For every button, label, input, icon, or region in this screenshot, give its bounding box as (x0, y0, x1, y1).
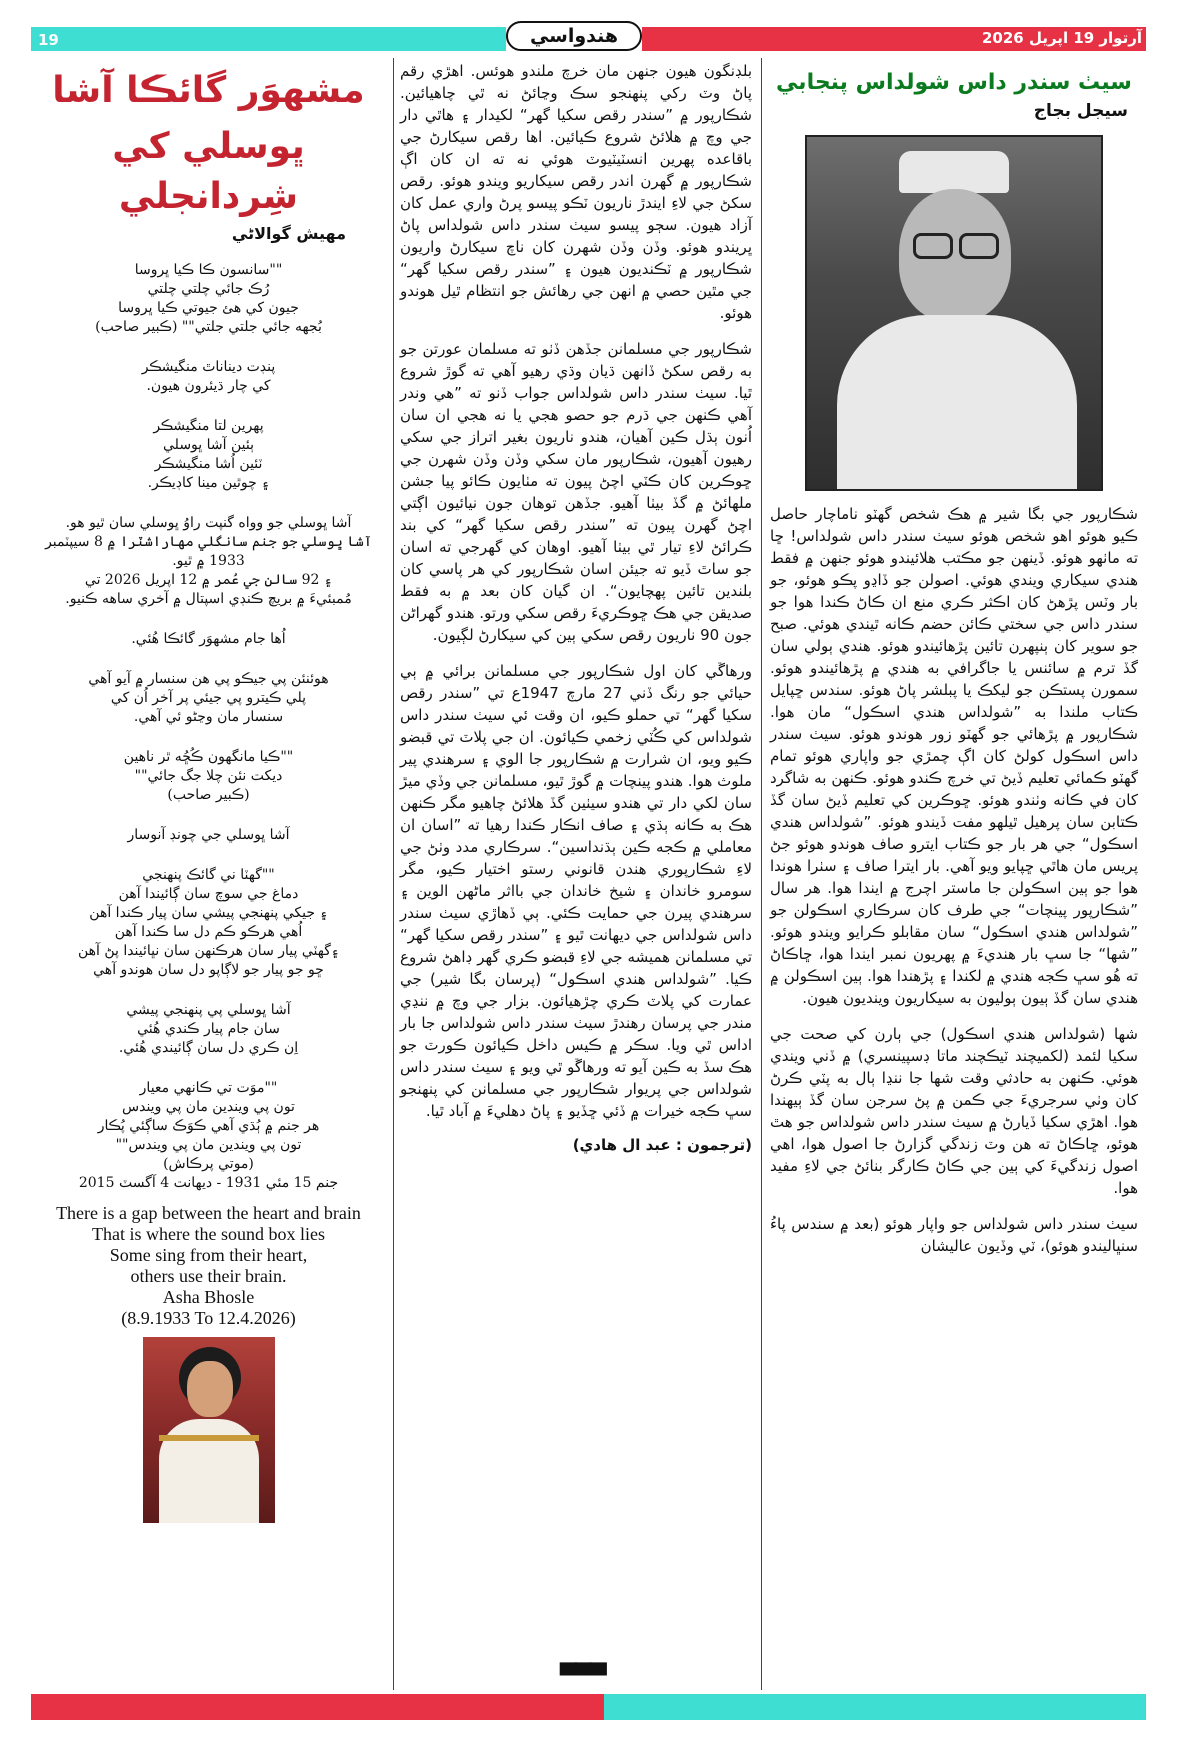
verse-line: کي چار ڌيئرون هيون. (146, 378, 271, 394)
face-shape (187, 1361, 233, 1417)
column-divider-right (761, 58, 762, 1690)
footer-ornament: ▀▀▀ (560, 1664, 605, 1689)
verse-line: تون پي ويندين مان پي ويندس"" (115, 1137, 302, 1153)
paragraph: شڪارپور جي بگا شير ۾ هڪ شخص گهٽو ناماچار حاصل ڪيو هوئو اهو شخص هوئو سيٺ سندر داس شولداس! ڇا ته ماٺهو هوئو. ڏينهن جو مڪتب هلائيندو هوئو جنهن ۾ فقط هندي سيکاري ويندي هوئي. اصولن جو ڏاڍو پڪو هوئو، جو بار وٽس پڙهڻ کان اڪثر ڪري منع ان ڪاڻ ڪندا هوا جو سندر داس جي سختي ڪائن حضم ڪانه ٿيندي هوئي. صبح جو سوير کان ٻنپهرن تائين پڙهائيندو هوئو. هندي ٻولي سان گڏ ترم ۾ سائنس يا جاگرافي به هندي ۾ پڙهائيندو هوئو. سمورن پستڪن جو ليکڪ يا پبلشر پاڻ هوئو. سندس ڇپايل ڪتاب ملندا به ”شولداس هندي اسڪول“ مان هوا. شڪارپور ۾ پڙهائي جو گهٽو زور هوندو هوئو. سيٺ سندر داس اسڪول کولڻ کان اڳ چمڙي جو واپاري هوئو تمام گهٽو ڪمائي تعليم ڏيڻ تي خرچ ڪندو هوئو. ڪنهن به شاگرد کان في ڪانه وٺندو هوئو. ڇوڪرين کي تعليم ڏيڻ سان گڏ ڪتابن سان پرهيل ٿيلهو مفت ڏيندو هوئو. ”شولداس هندي اسڪول“ جي هر بار جو ڪتاب ايترو صاف هوندو هوئو جڻ پريس مان هاٿي ڇپايو ويو آهي. بار ايترا صاف ۽ سٺرا هوندا هوا جو ٻين اسڪولن جا ماستر اچرج ۾ ايندا هوا. هر سال ”شڪارپور پينچات“ جي طرف کان سرڪاري اسڪولن جو ”شولداس هندي اسڪول“ سان مقابلو ڪرايو ويندو هوئو. ”شها“ جا سڀ بار هنديءَ ۾ پهريون نمبر ايندا هوا، ڇاڪاڻ ته هُو سڀ ڪجه هندي ۾ لکندا ۽ پڙهندا هوا. ٻين اسڪولن ۾ هندي سان گڏ ٻيون ٻوليون به سيکاريون وينديون هيون. (770, 505, 1138, 1007)
verse-line: سنسار مان وڃڻو ئي آهي. (133, 709, 284, 725)
translator-credit: (ترجمون : عبد ال هادي) (572, 1136, 752, 1154)
article-continuation (400, 60, 752, 1154)
verse-line: اُهي هرڪو ڪم دل سا ڪندا آهن (114, 924, 303, 940)
verse-block (31, 826, 386, 845)
verse-block (31, 670, 386, 727)
paragraph: سيٺ سندر داس شولداس جو واپار هوئو (بعد ۾ سندس پاءُ سنڀاليندو هوئو)، ٽي وڏيون عاليشان (770, 1215, 1138, 1255)
verse-line: ۽ 92 سالن جي عُمر ۾ 12 اپريل 2026 تي (84, 572, 333, 588)
paragraph: بلڊنگون هيون جنهن مان خرچ ملندو هوئس. اهڙي رقم پاڻ وٽ رکي پنهنجو سڪ وڃائڻ نه ٿي چاهيائين. شڪارپور ۾ ”سندر رقص سکيا گهر“ لکيدار ۽ هاٿي دار جي وچ ۾ هلائڻ شروع ڪيائين. اها رقص سيکارڻ جي باقاعده پهرين انسٽيٽيوٽ هوئي نه ته ان کان اڳ شڪارپور ۾ گهرن اندر رقص سيکاريو ويندو هوئو. رقص سکڻ جي لاءِ ايندڙ ناريون ٽڪو پيسو پرڻ واري عمل کان آزاد هيون. سڄو پيسو سيٺ سندر داس شولداس پاڻ ڀريندو هوئو. وڏن وڏن شهرن کان ناچ سيکارڻ واريون شڪارپور ۾ ٽڪنديون هيون ۽ ”سندر رقص سکيا گهر“ جي مٿين حصي ۾ انهن جي رهائش جو انتظام ٿيل هوندو هوئو. (400, 62, 752, 322)
verse-line: رُڪ جائي چلتي چلتي (147, 281, 270, 297)
english-line: Asha Bhosle (162, 1287, 255, 1307)
verse-block (31, 261, 386, 337)
verse-block (31, 866, 386, 980)
english-quote (31, 1203, 386, 1329)
verse-line: آشا ڀوسلي جي چونڊ آنوسار (127, 827, 290, 843)
english-line: That is where the sound box lies (92, 1224, 325, 1244)
paragraph: ورهاڱي کان اول شڪارپور جي مسلمانن برائي ۾ ٻي حيائي جو رنگ ڏني 27 مارچ 1947ع تي ”سندر رقص سکيا گهر“ تي حملو ڪيو، ان وقت ئي سيٺ سندر داس شولداس کي ڪُٽي زخمي ڪيائون. ان جي پلاٽ تي قبضو ڪيو ويو، ان شرارت ۾ شڪارپور جا الوي ۽ سرهندي پير ملوث هوا. هندو پينچات ۾ گوڙ ٿيو، مسلمانن جي وڏي ميڙ سان لکي دار تي هندو سيٺين گڏ هلائڻ چاهيو مگر ڪنهن هڪ به ڪانه ٻڌي ۽ صاف انڪار ڪندا رهيا ته ”اسان ان معاملي ۾ ڪجه ڪين ٻڌنداسين“. سرڪاري مدد وٺڻ جي لاءِ شڪارپوري هندن قانوني رستو اختيار ڪيو، مگر سومرو خاندان ۽ شيخ خاندان جي بااثر ماڻهن الوين ۽ سرهندي پيرن جي حمايت ڪئي. ٻي ڏهاڙي سيٺ سندر داس شولداس جي ديهانت ٿيو ۽ ”سندر رقص سکيا گهر“ تي مسلمانن هميشه جي لاءِ قبضو ڪري گهر ڊاهڻ شروع ڪيا. ”شولداس هندي اسڪول“ (پرسان بگا شير) جي عمارت کي پلاٽ ڪري چڙهيائون. بزار جي وچ ۾ ننڍي مندر جي پرسان رهندڙ سيٺ سندر داس شولداس جا بار اداس ٿي ويا. سڪر ۾ ڪيس داخل ڪيائون ڪورٽ جو هڪ سڏ به ڪين آيو ته ورهاڱو ٿي ويو ۽ سيٺ سندر داس شولداس جي پريوار شڪارپور جي مسلمانن کي پنهنجو سڀ ڪجه خيرات ۾ ڏئي ڇڏيو ۽ پاڻ دهليءَ ۾ آباد ٿيا. (399, 662, 752, 1120)
verse-line: 1933 ۾ ٿيو. (172, 553, 245, 569)
saree-border-shape (159, 1435, 259, 1441)
portrait-photo (805, 135, 1103, 491)
tribute-title-line1: مشهوَر گائڪا آشا (52, 70, 365, 111)
article-asha-bhosle (31, 60, 386, 1523)
english-line: others use their brain. (130, 1266, 287, 1286)
verse-line: ٻئين آشا ڀوسلي (163, 437, 254, 453)
verse-line: ٽئين اُشا منگيشڪر (154, 456, 263, 472)
verse-line: دماغ جي سوچ سان ڳائيندا آهن (118, 886, 299, 902)
verse-line: ۽گهٽي پيار سان هرڪنهن سان نڀائيندا پڻ آهن (77, 943, 340, 959)
verse-line: اُها جام مشهوَر گائڪا هُئي. (131, 631, 286, 647)
publication-date: آرتوار 19 اپريل 2026 (981, 29, 1142, 47)
article-byline: سيجل بجاج (1033, 101, 1128, 121)
tribute-byline: مهيش گوالاڻي (231, 224, 346, 243)
verse-line: آشا ڀوسلي جو وواه گنپت راوُ ڀوسلي سان ٿيو هو. (65, 515, 352, 531)
paragraph: شڪارپور جي مسلمانن جڏهن ڏٺو ته مسلمان عورتن جو به رقص سکڻ ڏانهن ڌيان وڌي رهيو آهي ته گوڙ شروع ٿيا. سيٺ سندر داس شولداس جواب ڏنو ته ”هي وندر آهي ڪنهن جي ڌرم جو حصو هجي يا نه هجي ان سان اُنون ٻڌل ڪين آهيان، هندو ناريون بغير اتراز جي سکي رهيون آهيون، شڪارپور مان سکي وڏن وڏن شهرن جي ڇوڪرين کان ڪٽي اچڻ پيون ته مٺايون ڪائو پيا جشن ملهائڻ ۾ گڏ بيٺا آهيو. جڏهن توهان جون نيائيون اڳتي اچڻ گهرن پيون ته ”سندر رقص سکيا گهر“ کي بند ڪرائڻ لاءِ تيار ٿي بيٺا آهيو. اوهان کي گهرجي ته اسان جو ساٿ ڏيو ته جيئن اسان شڪارپور کي هر پاسي کان بلندين تائين پهچايون“. ان گيان کان بعد ۾ به فقط صديقن جي هڪ ڇوڪريءَ رقص سکي ورتو. هندو گهراڻن جون 90 ناريون رقص سکي ٻين کي سيکارڻ لڳيون. (400, 340, 752, 644)
verse-line: جنم 15 مئي 1931 - ديهانت 4 آگسٽ 2015 (78, 1175, 339, 1191)
verse-line: جيون کي هئ جيوتي ڪيا ڀروسا (118, 300, 299, 316)
column-divider-left (393, 58, 394, 1690)
page-number: 19 (38, 31, 59, 49)
asha-bhosle-photo (143, 1337, 275, 1523)
verse-line: بُجهه جائي جلتي جلتي"" (ڪبير صاحب) (95, 319, 322, 335)
glasses-right-shape (959, 233, 999, 259)
article-title: سيٺ سندر داس شولداس پنجابي (776, 70, 1132, 95)
verse-line: هر جنم ۾ ٻُڌي آهي ڪوَڪ ساڳئي پُڪار (97, 1118, 320, 1134)
verse-line: (ڪبير صاحب) (167, 787, 250, 803)
english-line: There is a gap between the heart and brain (56, 1203, 361, 1223)
verse-line: آشا ڀوسلي جو جنم سانگلي مهاراشٽرا ۾ 8 سيپٽمبر (45, 534, 372, 550)
verse-line: ""گهٽا ني گائڪ پنهنجي (142, 867, 275, 883)
verse-line: سان جام پيار ڪندي هُئي (137, 1021, 280, 1037)
verse-line: ۽ جيکي پنهنجي پيشي سان پيار ڪندا آهن (89, 905, 328, 921)
masthead-logo: هندواسي (506, 21, 642, 51)
verse-block (31, 1001, 386, 1058)
verse-block (31, 358, 386, 396)
cap-shape (899, 151, 1009, 193)
glasses-left-shape (913, 233, 953, 259)
verse-line: هوئنئن پي جيڪو پي هن سنسار ۾ آيو آهي (88, 671, 329, 687)
verse-line: (موتي پرڪاش) (163, 1156, 254, 1172)
verse-line: پنڊت ديناناٿ منگيشڪر (141, 359, 276, 375)
footer-band-teal (604, 1694, 1146, 1720)
paragraph: شها (شولداس هندي اسڪول) جي ٻارن کي صحت جي سکيا لئمد (لکميچند ٽيڪچند ماتا ڊسپينسري) ۾ ڏني ويندي هوئي. ڪنهن به حادثي وقت شها جا ننڍا ٻال به پٽي ڪرڻ کان وٺي سرجريءَ جي ڪمن ۾ پڻ سرجن سان گڏ ٻيهندا هوا. اهڙي سکيا ڏيارڻ ۾ سيٺ سندر داس شولداس جو هٿ هوئو، ڇاڪاڻ ته هن وٽ زندگي گزارڻ جا اصول هوا، اهي اصول زندگيءَ کي ٻين جي ڪاڻ ڪارگر بنائڻ جي لاءِ مفيد هوا. (770, 1025, 1138, 1197)
verse-line: تون پي ويندين مان پي ويندس (122, 1099, 295, 1115)
verse-line: ڇو جو پيار جو لاڳاپو دل سان هوندو آهي (93, 962, 324, 978)
verse-line: آشا ڀوسلي پي پنهنجي پيشي (126, 1002, 291, 1018)
verse-line: اِن ڪري دل سان ڳائيندي هُئي. (118, 1040, 299, 1056)
footer-band-red (31, 1694, 604, 1720)
verse-line: ""ڪيا مانگهون ڪُڇُه ٿر ناهين (123, 749, 294, 765)
verse-line: ديکت نئن چلا جگ جائي"" (134, 768, 283, 784)
verse-block (31, 1079, 386, 1193)
tribute-title-line2: ڀوسلي کي شِردانجلي (112, 126, 305, 217)
verse-block (31, 630, 386, 649)
verse-line: ""سانسون ڪا ڪيا ڀروسا (134, 262, 283, 278)
article-sundar-das (770, 60, 1138, 1271)
english-line: (8.9.1933 To 12.4.2026) (121, 1308, 296, 1328)
header-band-teal (31, 27, 506, 51)
verse-line: ""موَت تي ڪانهي معيار (139, 1080, 278, 1096)
shirt-shape (837, 315, 1077, 491)
verse-block (31, 417, 386, 493)
verse-block (31, 748, 386, 805)
verse-block (31, 514, 386, 609)
verse-line: ۽ چوٿين مينا کاڊيڪر. (147, 475, 270, 491)
verse-line: پلي ڪيترو پي جيئي پر آخر اُن کي (110, 690, 307, 706)
verse-line: پهرين لتا منگيشڪر (153, 418, 264, 434)
english-line: Some sing from their heart, (109, 1245, 308, 1265)
verse-line: مُمبئيءَ ۾ بريچ ڪنڊي اسپتال ۾ آخري ساهه ڪنيو. (65, 591, 352, 607)
